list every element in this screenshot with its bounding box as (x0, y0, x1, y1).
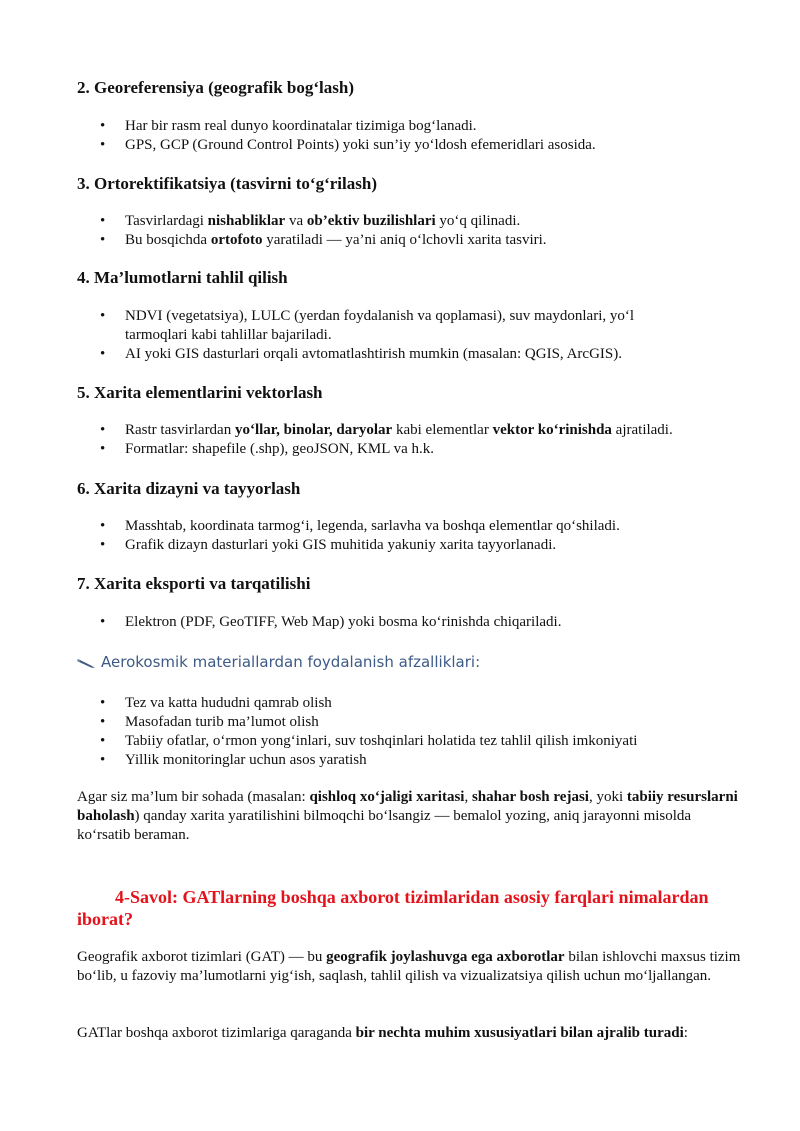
list-item: • Masshtab, koordinata tarmog‘i, legenda, sarlavha va boshqa elementlar qo‘shiladi. (100, 517, 740, 536)
list-item: • Rastr tasvirlardan yo‘llar, binolar, daryolar kabi elementlar vektor ko‘rinishda ajratiladi. (100, 421, 760, 440)
list-item: • Yillik monitoringlar uchun asos yaratish (100, 751, 740, 770)
section-heading-eksport: 7. Xarita eksporti va tarqatilishi (77, 574, 311, 593)
pencil-icon (77, 657, 97, 669)
list-item: • Grafik dizayn dasturlari yoki GIS muhitida yakuniy xarita tayyorlanadi. (100, 536, 740, 555)
bullet-list-vektorlash (100, 421, 760, 459)
section-heading-vektorlash: 5. Xarita elementlarini vektorlash (77, 383, 323, 402)
section-heading-tahlil: 4. Ma’lumotlarni tahlil qilish (77, 268, 288, 287)
bullet-list-tahlil (100, 307, 700, 364)
advantages-title: Aerokosmik materiallardan foydalanish afzalliklari: (77, 653, 480, 672)
bullet-list-georeferensiya (100, 117, 740, 155)
list-item: • Formatlar: shapefile (.shp), geoJSON, KML va h.k. (100, 440, 760, 459)
closing-paragraph: Agar siz ma’lum bir sohada (masalan: qishloq xo‘jaligi xaritasi, shahar bosh rejasi, yoki tabiiy resurslarni baholash) qanday xarita yaratilishini bilmoqchi bo‘lsangiz — bemalol yozing, aniq jarayonni misolda ko‘rsatib beraman. (77, 789, 738, 843)
bullet-list-eksport (100, 613, 740, 632)
bullet-list-ortorektifikatsiya (100, 212, 740, 250)
question-heading: 4-Savol: GATlarning boshqa axborot tizimlaridan asosiy farqlari nimalardan iborat? (77, 887, 709, 929)
list-item: • Masofadan turib ma’lumot olish (100, 713, 740, 732)
list-item: • GPS, GCP (Ground Control Points) yoki sun’iy yo‘ldosh efemeridlari asosida. (100, 136, 740, 155)
list-item: • Elektron (PDF, GeoTIFF, Web Map) yoki bosma ko‘rinishda chiqariladi. (100, 613, 740, 632)
bullet-list-advantages (100, 694, 740, 770)
list-item: • AI yoki GIS dasturlari orqali avtomatlashtirish mumkin (masalan: QGIS, ArcGIS). (100, 345, 700, 364)
list-item: • Bu bosqichda ortofoto yaratiladi — ya’ni aniq o‘lchovli xarita tasviri. (100, 231, 740, 250)
list-item: • Har bir rasm real dunyo koordinatalar tizimiga bog‘lanadi. (100, 117, 740, 136)
list-item: • Tasvirlardagi nishabliklar va ob’ektiv buzilishlari yo‘q qilinadi. (100, 212, 740, 231)
list-item: • Tez va katta hududni qamrab olish (100, 694, 740, 713)
section-heading-georeferensiya: 2. Georeferensiya (geografik bog‘lash) (77, 78, 354, 97)
section-heading-dizayn: 6. Xarita dizayni va tayyorlash (77, 479, 301, 498)
definition-paragraph: Geografik axborot tizimlari (GAT) — bu geografik joylashuvga ega axborotlar bilan ishlovchi maxsus tizim bo‘lib, u fazoviy ma’lumotlarni yig‘ish, saqlash, tahlil qilish va vizualizatsiya qilish uchun mo‘ljallangan. (77, 949, 741, 984)
list-item: • Tabiiy ofatlar, o‘rmon yong‘inlari, suv toshqinlari holatida tez tahlil qilish imkoniyati (100, 732, 740, 751)
list-item: • NDVI (vegetatsiya), LULC (yerdan foydalanish va qoplamasi), suv maydonlari, yo‘l tarmoqlari kabi tahlillar bajariladi. (100, 307, 700, 345)
section-heading-ortorektifikatsiya: 3. Ortorektifikatsiya (tasvirni to‘g‘rilash) (77, 174, 377, 193)
bullet-list-dizayn (100, 517, 740, 555)
comparison-paragraph: GATlar boshqa axborot tizimlariga qaraganda bir nechta muhim xususiyatlari bilan ajralib turadi: (77, 1025, 688, 1041)
